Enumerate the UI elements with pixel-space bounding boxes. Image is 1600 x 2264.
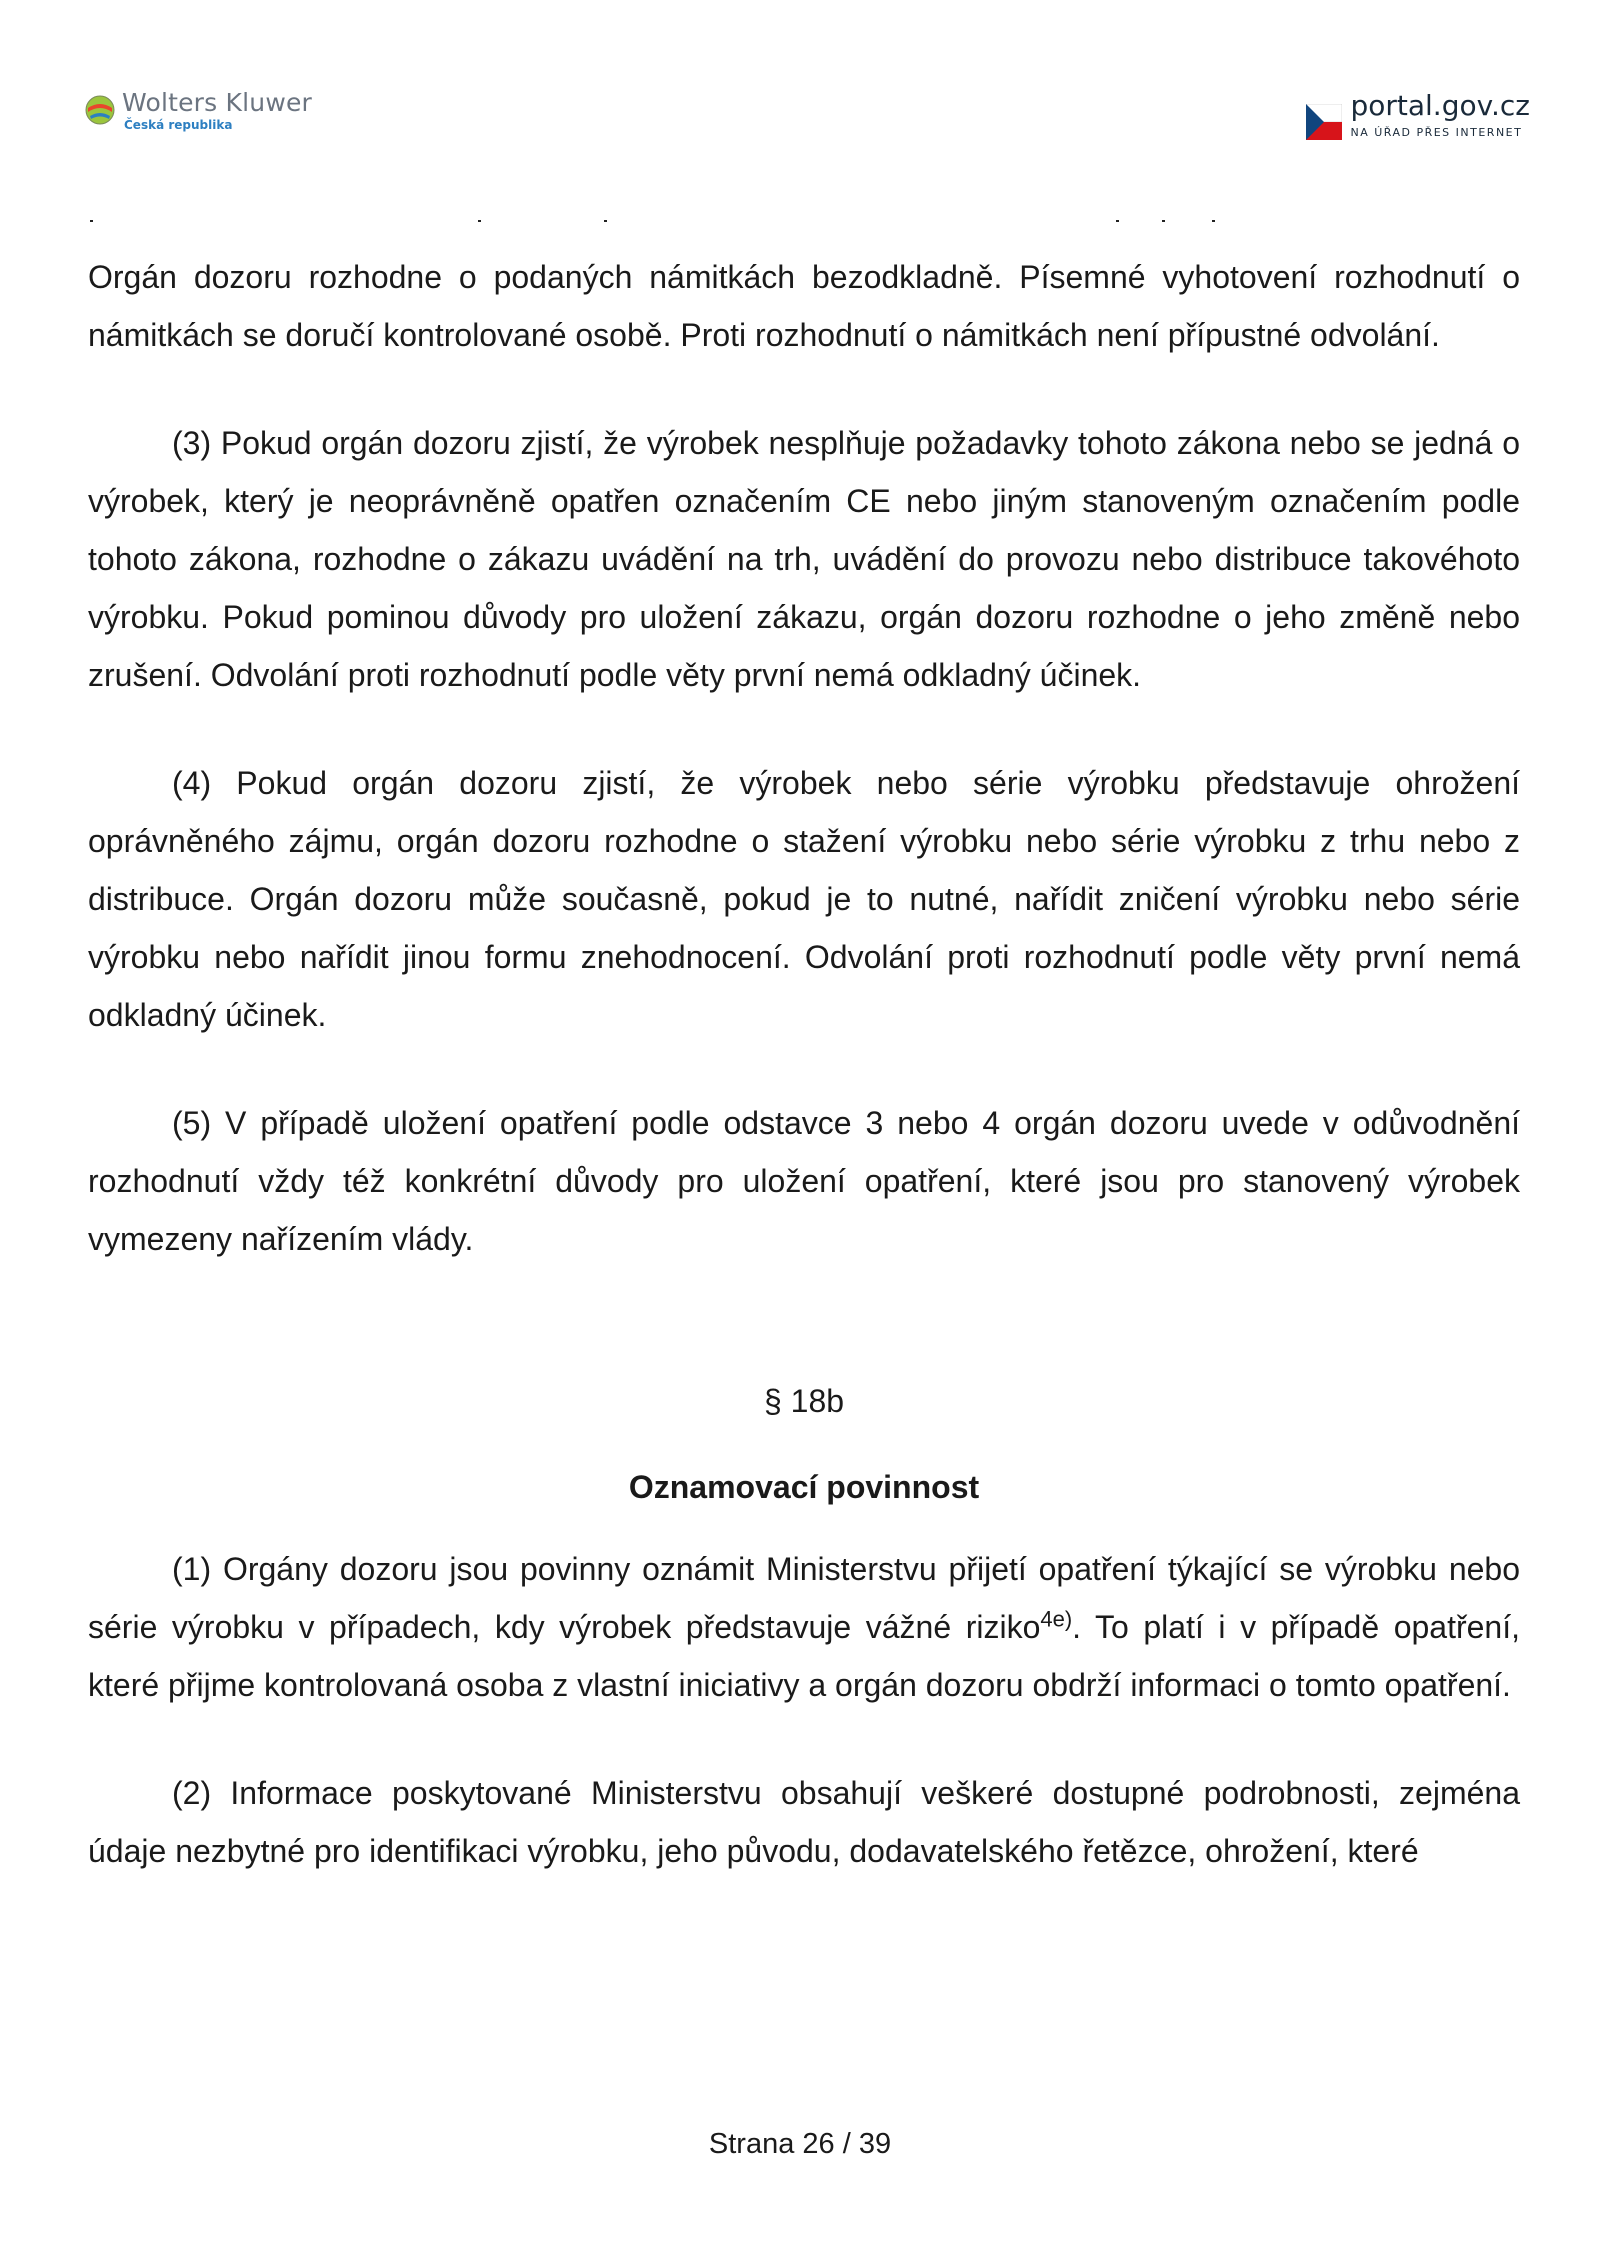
section-paragraph-1-rest: . To platí i v případě opatření, které přijme kontrolovaná osoba z vlastní iniciativy a orgán dozoru obdrží informaci o tomto opatření. (88, 1609, 1521, 1703)
portal-sub: NA ÚŘAD PŘES INTERNET (1350, 126, 1523, 139)
section-number: § 18b (763, 1383, 845, 1419)
logo-name: Wolters Kluwer (122, 88, 313, 117)
document-body (88, 248, 1520, 1880)
czech-flag-icon (1306, 104, 1342, 140)
portal-gov-logo (1306, 89, 1530, 140)
section-paragraph-1-text: (1) Orgány dozoru jsou povinny oznámit Ministerstvu přijetí opatření týkající se výrobku nebo série výrobku v případech, kdy výrobek představuje vážné riziko (88, 1551, 1520, 1645)
paragraph-intro: Orgán dozoru rozhodne o podaných námitkách bezodkladně. Písemné vyhotovení rozhodnutí o námitkách se doručí kontrolované osobě. Proti rozhodnutí o námitkách není přípustné odvolání. (88, 259, 1520, 353)
wolters-kluwer-logo (84, 90, 312, 131)
footnote-ref: 4e) (1040, 1606, 1073, 1632)
globe-icon (84, 94, 116, 126)
paragraph-5: (5) V případě uložení opatření podle odstavce 3 nebo 4 orgán dozoru uvede v odůvodnění rozhodnutí vždy též konkrétní důvody pro uložení opatření, které jsou pro stanovený výrobek vymezeny nařízením vlády. (88, 1105, 1520, 1257)
cropped-text-line (88, 210, 1518, 222)
logo-sub: Česká republika (124, 118, 233, 132)
paragraph-4: (4) Pokud orgán dozoru zjistí, že výrobek nebo série výrobku představuje ohrožení oprávněného zájmu, orgán dozoru rozhodne o stažení výrobku nebo série výrobku z trhu nebo z distribuce. Orgán dozoru může současně, pokud je to nutné, nařídit zničení výrobku nebo série výrobku nebo nařídit jinou formu znehodnocení. Odvolání proti rozhodnutí podle věty první nemá odkladný účinek. (88, 765, 1520, 1033)
section-title: Oznamovací povinnost (628, 1469, 980, 1505)
portal-name: portal.gov.cz (1350, 89, 1530, 122)
paragraph-3: (3) Pokud orgán dozoru zjistí, že výrobek nesplňuje požadavky tohoto zákona nebo se jedná o výrobek, který je neoprávněně opatřen označením CE nebo jiným stanoveným označením podle tohoto zákona, rozhodne o zákazu uvádění na trh, uvádění do provozu nebo distribuce takovéhoto výrobku. Pokud pominou důvody pro uložení zákazu, orgán dozoru rozhodne o jeho změně nebo zrušení. Odvolání proti rozhodnutí podle věty první nemá odkladný účinek. (88, 425, 1520, 693)
section-paragraph-2: (2) Informace poskytované Ministerstvu obsahují veškeré dostupné podrobnosti, zejména údaje nezbytné pro identifikaci výrobku, jeho původu, dodavatelského řetězce, ohrožení, které (88, 1775, 1520, 1869)
page-number: Strana 26 / 39 (708, 2128, 892, 2160)
section-paragraph-1 (88, 1540, 1520, 1714)
